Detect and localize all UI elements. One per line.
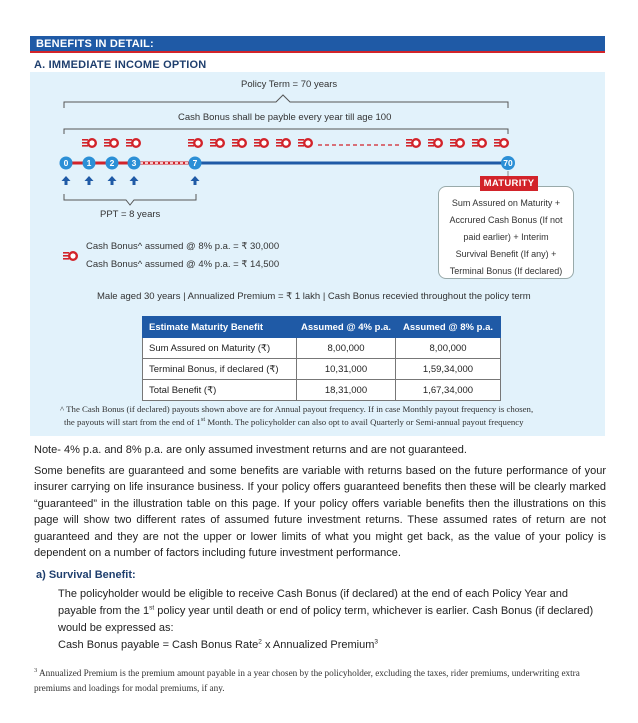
legend-8-percent: Cash Bonus^ assumed @ 8% p.a. = ₹ 30,000 [86,241,280,252]
maturity-benefit-box [438,186,574,279]
table-cell: 1,67,34,000 [396,380,501,401]
table-cell: 18,31,000 [297,380,396,401]
timeline-node-label: 3 [131,158,137,168]
table-cell: Sum Assured on Maturity (₹) [143,338,297,359]
caret-note-sup: st [200,416,206,424]
table-header-cell: Assumed @ 4% p.a. [297,317,396,338]
formula-part: x Annualized Premium [261,639,375,651]
case-description: Male aged 30 years | Annualized Premium = ₹ 1 lakh | Cash Bonus recevied throughout the policy term [97,291,531,302]
table-row [143,359,501,380]
maturity-line: Sum Assured on Maturity + [451,198,561,208]
formula-sup: 2 [258,638,262,646]
legend-coin-icon [63,251,78,261]
table-cell: 1,59,34,000 [396,359,501,380]
timeline-node-label: 0 [63,158,69,168]
survival-text-part: The policyholder would be eligible to receive Cash Bonus (if declared) at the end of each Policy Year and payable from the 1 [58,588,568,617]
table-cell: Total Benefit (₹) [143,380,297,401]
cash-bonus-formula [58,639,378,651]
policy-term-label: Policy Term = 70 years [241,79,338,90]
estimate-maturity-table [142,316,501,401]
survival-text-sup: st [149,604,155,612]
legend-4-percent: Cash Bonus^ assumed @ 4% p.a. = ₹ 14,500 [86,259,280,270]
ppt-label: PPT = 8 years [100,209,161,220]
table-row [143,380,501,401]
caret-note-line2 [64,417,524,427]
table-header-row [143,317,501,338]
timeline-node-label: 1 [86,158,92,168]
caret-note-text: Month. The policyholder can also opt to avail Quarterly or Semi-annual payout frequency [205,417,524,427]
formula-part: Cash Bonus payable = Cash Bonus Rate [58,639,259,651]
maturity-line: Accrured Cash Bonus (If not [449,215,563,225]
table-cell: 8,00,000 [297,338,396,359]
maturity-line: Terminal Bonus (If declared) [449,266,563,276]
table-cell: 10,31,000 [297,359,396,380]
cash-bonus-label: Cash Bonus shall be payble every year till age 100 [178,112,392,123]
section-header-title: BENEFITS IN DETAIL: [36,38,154,50]
table-header-cell: Estimate Maturity Benefit [143,317,297,338]
maturity-line: paid earlier) + Interim [463,232,549,242]
note-text: Note- 4% p.a. and 8% p.a. are only assumed investment returns and are not guaranteed. [34,444,467,456]
table-row [143,338,501,359]
timeline-node-label: 70 [503,158,513,168]
table-header-cell: Assumed @ 8% p.a. [396,317,501,338]
caret-note-text: the payouts will start from the end of 1 [64,417,201,427]
disclaimer-paragraph: Some benefits are guaranteed and some benefits are variable with returns based on the future performance of your insurer carrying on life insurance business. If your policy offers guaranteed benefits then these will be clearly marked “guaranteed” in the illustration table on this page. If your policy offers variable benefits then the illustrations on this page will show two different rates of assumed future investment returns. These assumed rates of return are not guaranteed and they are not the upper or lower limits of what you might get back, as the value of your policy is dependent on a number of factors including future investment performance. [34,465,606,560]
table-cell: Terminal Bonus, if declared (₹) [143,359,297,380]
footnote-text: Annualized Premium is the premium amount payable in a year chosen by the policyholder, excluding the taxes, rider premiums, underwriting extra premiums and loadings for modal premiums, if any. [34,668,580,693]
survival-text-part: policy year until death or end of policy term, whichever is earlier. Cash Bonus (if declared) would be expressed as: [58,605,594,634]
formula-sup: 3 [374,638,379,646]
maturity-line: Survival Benefit (If any) + [455,249,557,259]
caret-note-line1: ^ The Cash Bonus (if declared) payouts shown above are for Annual payout frequency. If in case Monthly payout frequency is chosen, [60,404,534,414]
survival-benefit-text [58,586,604,637]
timeline-node-label: 2 [109,158,115,168]
timeline-node-label: 7 [192,158,198,168]
footnote-sup: 3 [34,666,38,674]
section-a-title: A. IMMEDIATE INCOME OPTION [34,59,207,71]
footnote-annualized-premium [34,666,606,696]
maturity-tag: MATURITY [480,176,538,191]
table-cell: 8,00,000 [396,338,501,359]
survival-benefit-heading: a) Survival Benefit: [36,569,136,581]
premium-arrows [62,176,200,185]
coin-icons-row [82,138,509,148]
